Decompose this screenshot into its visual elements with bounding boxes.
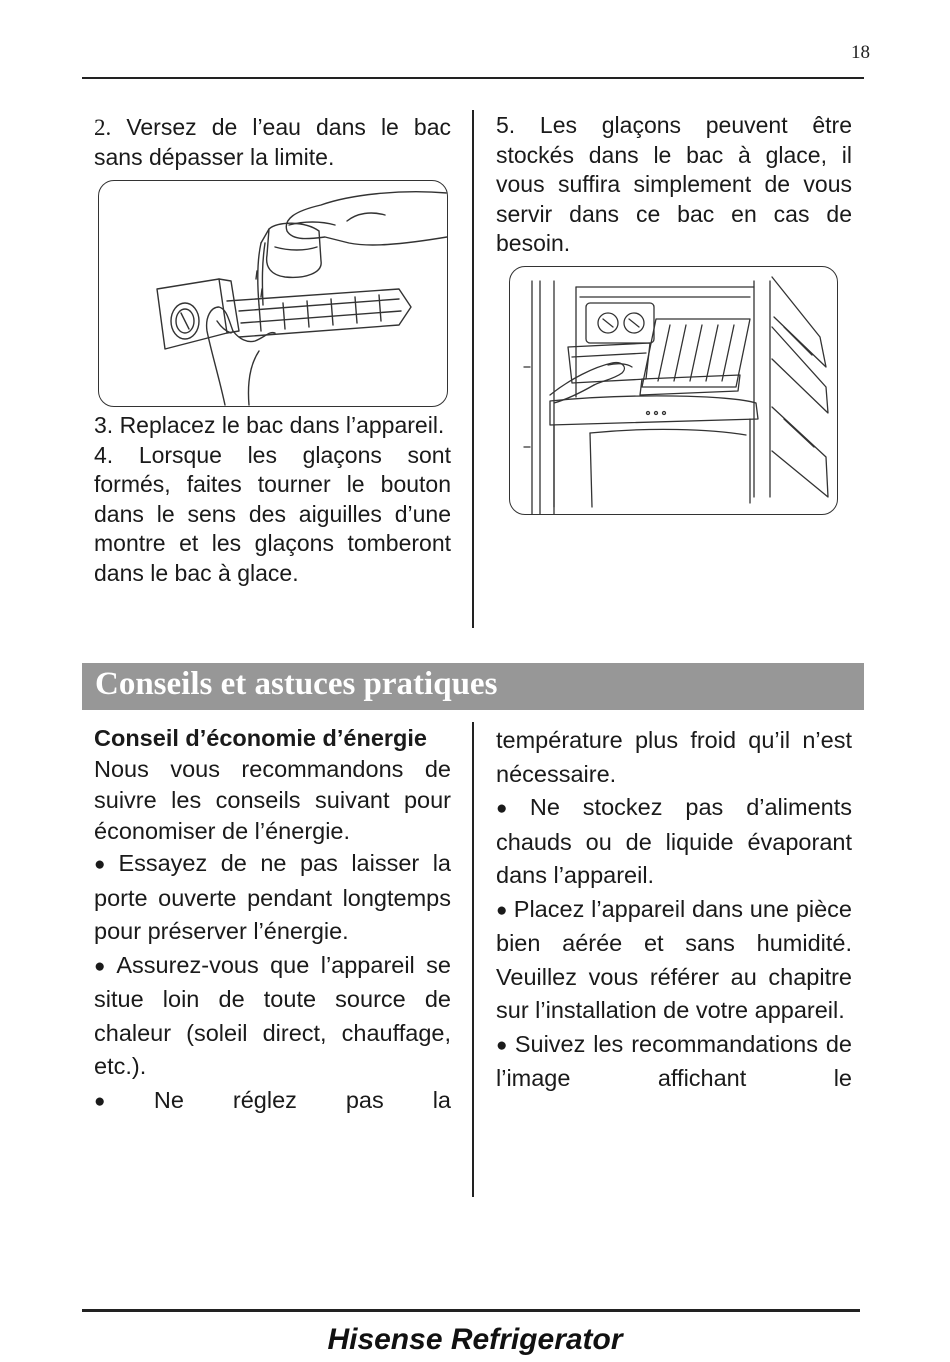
tips-intro: Nous vous recommandons de suivre les conseils suivant pour économiser de l’énergie. <box>94 756 451 844</box>
tips-right-column <box>496 724 852 1096</box>
tip-bullet-4-text: Ne stockez pas d’aliments chauds ou de liquide évaporant dans l’appareil. <box>496 794 852 888</box>
step-2-number: 2. <box>94 115 112 140</box>
bullet-dot-icon: ● <box>94 854 113 875</box>
footer-rule <box>82 1309 860 1312</box>
page-number: 18 <box>851 42 870 63</box>
footer-brand: Hisense Refrigerator <box>327 1323 623 1356</box>
section-banner <box>82 663 864 710</box>
section-title: Conseils et astuces pratiques <box>95 666 498 702</box>
steps-3-4 <box>94 411 451 588</box>
tip-bullet-3-start-text: Ne réglez pas la <box>153 1086 451 1113</box>
tip-bullet-5-text: Placez l’appareil dans une pièce bien aérée et sans humidité. Veuillez vous référer au chapitre sur l’installation de votre appareil. <box>496 895 852 1023</box>
tip-bullet-3-end: température plus froid qu’il n’est nécessaire. <box>496 727 852 787</box>
step-2-text: Versez de l’eau dans le bac sans dépasser la limite. <box>94 114 451 170</box>
header-rule <box>82 77 864 79</box>
bullet-dot-icon: ● <box>496 1034 509 1056</box>
tip-bullet-6-text: Suivez les recommandations de l’image affichant le <box>496 1030 852 1091</box>
step-5 <box>496 111 852 259</box>
tips-subtitle: Conseil d’économie d’énergie <box>94 725 427 751</box>
tip-bullet-2 <box>94 949 451 1084</box>
tip-bullet-4 <box>496 791 852 893</box>
step-5-text: 5. Les glaçons peuvent être stockés dans le bac à glace, il vous suffira simplement de vous servir dans ce bac en cas de besoin. <box>496 112 852 256</box>
pouring-water-icon <box>99 181 447 406</box>
tip-bullet-3-start <box>94 1084 451 1119</box>
column-divider-bottom <box>472 722 474 1197</box>
tip-bullet-1 <box>94 847 451 949</box>
fridge-ice-bin-illustration <box>509 266 838 515</box>
ice-tray-filling-illustration <box>98 180 448 407</box>
freezer-ice-bin-icon <box>510 267 837 514</box>
bullet-dot-icon: ● <box>496 899 508 921</box>
bullet-dot-icon: ● <box>94 955 111 977</box>
tip-bullet-5 <box>496 893 852 1028</box>
step-2 <box>94 113 451 172</box>
tip-bullet-2-text: Assurez-vous que l’appareil se situe loin de toute source de chaleur (soleil direct, chauffage, etc.). <box>94 951 451 1079</box>
step-3: 3. Replacez le bac dans l’appareil. <box>94 412 445 438</box>
column-divider-top <box>472 110 474 628</box>
tip-bullet-1-text: Essayez de ne pas laisser la porte ouverte pendant longtemps pour préserver l’énergie. <box>94 850 452 944</box>
tips-left-column <box>94 723 451 1118</box>
tip-bullet-6 <box>496 1028 852 1096</box>
bullet-dot-icon: ● <box>496 798 524 819</box>
bullet-dot-icon: ● <box>94 1090 148 1112</box>
step-4: 4. Lorsque les glaçons sont formés, faites tourner le bouton dans le sens des aiguilles d’une montre et les glaçons tomberont dans le bac à glace. <box>94 441 451 586</box>
